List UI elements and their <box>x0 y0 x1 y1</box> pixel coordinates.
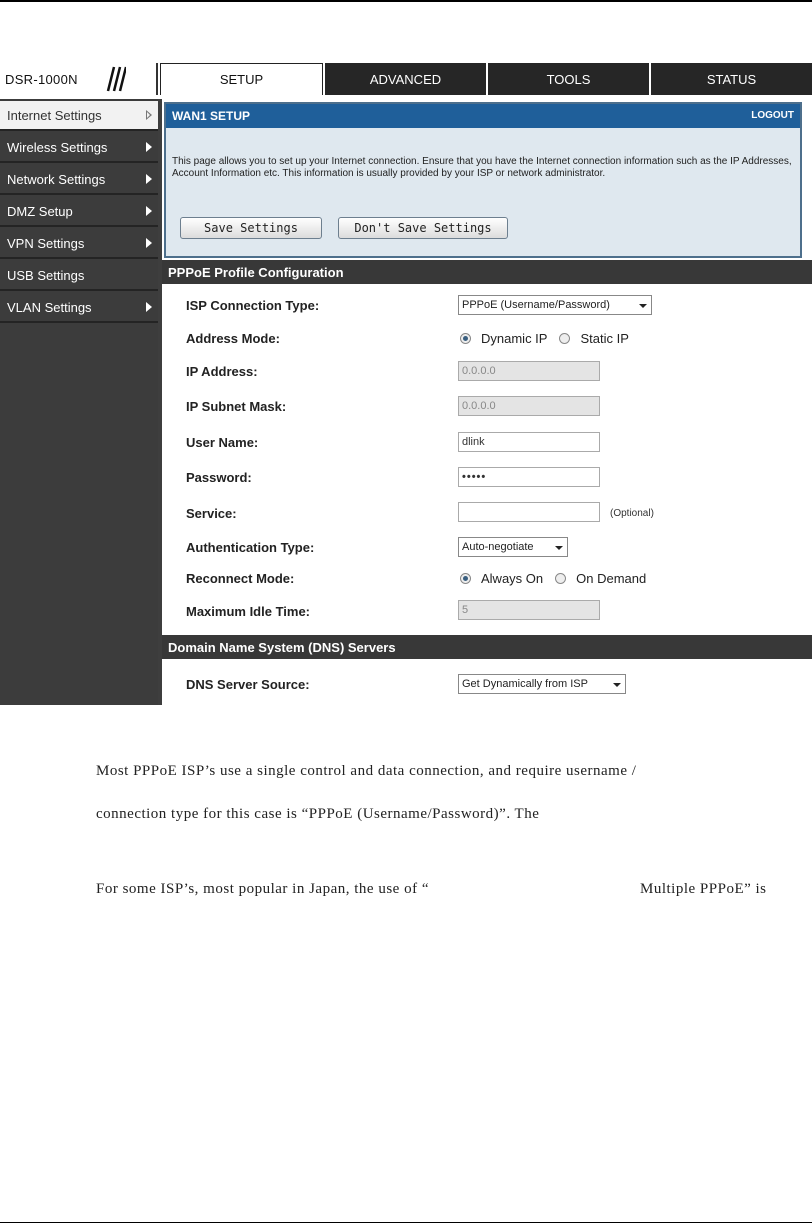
maximum-idle-time-label: Maximum Idle Time: <box>186 604 311 619</box>
service-field[interactable] <box>458 502 600 522</box>
main-tabs <box>160 63 812 97</box>
chevron-down-icon <box>555 546 563 550</box>
isp-connection-type-select[interactable] <box>458 295 652 315</box>
logo-text: DSR-1000N <box>5 72 78 87</box>
address-mode-options <box>460 331 629 346</box>
save-settings-button[interactable]: Save Settings <box>180 217 322 239</box>
isp-connection-type-value: PPPoE (Username/Password) <box>462 299 610 311</box>
sidebar-item-vpn-settings[interactable] <box>0 229 158 259</box>
chevron-down-icon <box>613 683 621 687</box>
chevron-right-icon <box>146 142 152 152</box>
dynamic-ip-radio[interactable] <box>460 333 471 344</box>
chevron-right-icon <box>146 238 152 248</box>
user-name-field[interactable]: dlink <box>458 432 600 452</box>
sidebar-item-label: Wireless Settings <box>7 139 108 155</box>
dns-server-source-value: Get Dynamically from ISP <box>462 678 588 690</box>
body-text-line-3b: Multiple PPPoE” is <box>640 881 767 897</box>
dynamic-ip-label: Dynamic IP <box>481 331 548 346</box>
service-label: Service: <box>186 506 237 521</box>
tab-status[interactable]: STATUS <box>649 63 812 95</box>
chevron-right-icon <box>146 174 152 184</box>
dns-server-source-label: DNS Server Source: <box>186 677 310 692</box>
chevron-right-icon <box>146 206 152 216</box>
chevron-right-icon <box>146 302 152 312</box>
sidebar-item-usb-settings[interactable] <box>0 261 158 291</box>
reconnect-mode-options <box>460 571 646 586</box>
sidebar-item-vlan-settings[interactable] <box>0 293 158 323</box>
always-on-label: Always On <box>481 571 544 586</box>
body-text-line-3a: For some ISP’s, most popular in Japan, the use of “ <box>96 881 429 897</box>
sidebar-item-dmz-setup[interactable] <box>0 197 158 227</box>
sidebar-item-label: Internet Settings <box>7 107 102 123</box>
ip-subnet-mask-field[interactable]: 0.0.0.0 <box>458 396 600 416</box>
top-rule <box>0 0 812 2</box>
dns-server-source-select[interactable] <box>458 674 626 694</box>
reconnect-mode-label: Reconnect Mode: <box>186 571 295 586</box>
on-demand-radio[interactable] <box>555 573 566 584</box>
ip-subnet-mask-label: IP Subnet Mask: <box>186 399 287 414</box>
dont-save-settings-button[interactable]: Don't Save Settings <box>338 217 508 239</box>
dns-section-title: Domain Name System (DNS) Servers <box>162 635 812 659</box>
static-ip-radio[interactable] <box>559 333 570 344</box>
chevron-right-icon <box>146 110 152 120</box>
wan-setup-panel <box>164 102 802 258</box>
header-bar <box>0 61 812 99</box>
main-content <box>162 99 812 705</box>
always-on-radio[interactable] <box>460 573 471 584</box>
authentication-type-label: Authentication Type: <box>186 540 315 555</box>
body-text-line-2: connection type for this case is “PPPoE (Username/Password)”. The <box>96 806 540 822</box>
router-screenshot <box>0 61 812 705</box>
maximum-idle-time-field[interactable]: 5 <box>458 600 600 620</box>
body-text-line-1: Most PPPoE ISP’s use a single control and data connection, and require username / <box>96 763 637 779</box>
ip-address-label: IP Address: <box>186 364 258 379</box>
logo-slashes-icon <box>100 66 126 92</box>
tab-setup[interactable]: SETUP <box>160 63 323 95</box>
tab-tools[interactable]: TOOLS <box>486 63 649 95</box>
page-title: WAN1 SETUP <box>172 109 251 123</box>
page-description: This page allows you to set up your Internet connection. Ensure that you have the Internet connection information such as the IP Addresses, Account Information etc. This information is usually provided by your ISP or network administrator. <box>172 156 792 179</box>
ip-address-field[interactable]: 0.0.0.0 <box>458 361 600 381</box>
sidebar-item-label: VLAN Settings <box>7 299 92 315</box>
sidebar-item-label: DMZ Setup <box>7 203 73 219</box>
tab-advanced[interactable]: ADVANCED <box>323 63 486 95</box>
authentication-type-select[interactable] <box>458 537 568 557</box>
static-ip-label: Static IP <box>580 331 629 346</box>
authentication-type-value: Auto-negotiate <box>462 541 534 553</box>
on-demand-label: On Demand <box>576 571 647 586</box>
sidebar-item-wireless-settings[interactable] <box>0 133 158 163</box>
user-name-label: User Name: <box>186 435 259 450</box>
wan-setup-header <box>166 104 800 128</box>
service-optional-hint: (Optional) <box>610 508 654 519</box>
sidebar-item-label: USB Settings <box>7 267 85 283</box>
sidebar-item-network-settings[interactable] <box>0 165 158 195</box>
sidebar <box>0 99 158 705</box>
address-mode-label: Address Mode: <box>186 331 280 346</box>
product-logo <box>0 63 158 95</box>
sidebar-item-internet-settings[interactable] <box>0 101 158 131</box>
password-label: Password: <box>186 470 252 485</box>
pppoe-section-title: PPPoE Profile Configuration <box>162 260 812 284</box>
sidebar-item-label: Network Settings <box>7 171 106 187</box>
password-field[interactable]: ••••• <box>458 467 600 487</box>
bottom-rule <box>0 1222 812 1223</box>
logout-link[interactable]: LOGOUT <box>751 110 794 121</box>
chevron-down-icon <box>639 304 647 308</box>
sidebar-item-label: VPN Settings <box>7 235 85 251</box>
isp-connection-type-label: ISP Connection Type: <box>186 298 320 313</box>
